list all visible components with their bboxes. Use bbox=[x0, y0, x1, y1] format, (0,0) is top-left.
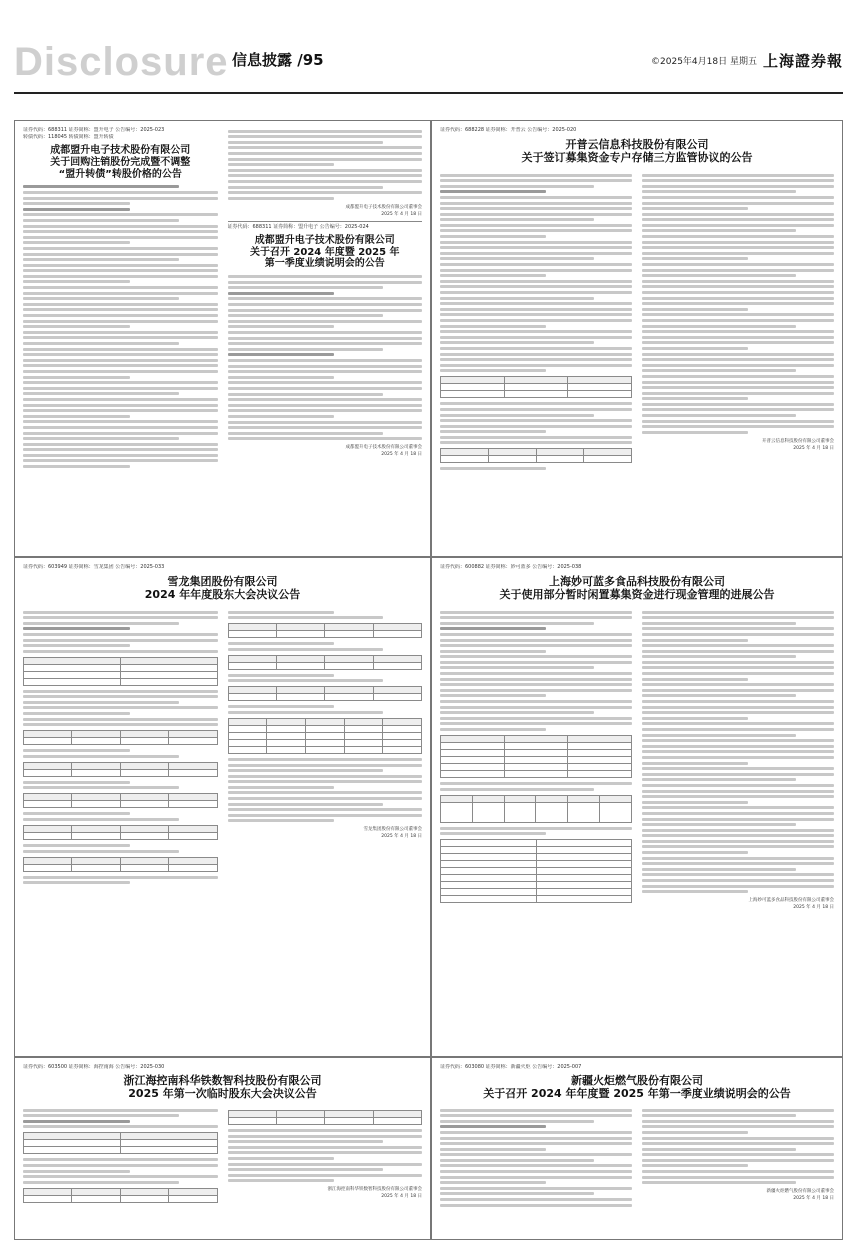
sign-date: 2025 年 4 月 18 日 bbox=[793, 1196, 834, 1202]
announcement-mengfu-rights bbox=[23, 127, 218, 471]
vote-table bbox=[23, 825, 218, 840]
announcement-panel-mengfu bbox=[14, 120, 431, 557]
account-table bbox=[440, 448, 632, 463]
signature-block bbox=[228, 204, 423, 218]
announcement-panel-xuelong bbox=[14, 557, 431, 1057]
product-table bbox=[440, 735, 632, 778]
security-codes: 证券代码：600882 证券简称：妙可蓝多 公告编号：2025-038 bbox=[440, 564, 582, 570]
announcement-title bbox=[228, 235, 423, 270]
title-line: 关于召开 2024 年度暨 2025 年 bbox=[249, 246, 400, 258]
title-line: 2024 年年度股东大会决议公告 bbox=[144, 587, 301, 601]
bond-codes: 转债代码：118045 转债简称：盟升转债 bbox=[23, 134, 114, 140]
signature-block bbox=[228, 1186, 423, 1200]
security-codes: 证券代码：688311 证券简称：盟升电子 公告编号：2025-023 bbox=[23, 127, 165, 133]
security-codes: 证券代码：603949 证券简称：雪龙集团 公告编号：2025-033 bbox=[23, 564, 165, 570]
sign-date: 2025 年 4 月 18 日 bbox=[381, 834, 422, 840]
body-text-block bbox=[440, 1106, 632, 1209]
announcement-panel-kaipu bbox=[431, 120, 843, 557]
security-codes: 证券代码：603500 证券简称：海控南海 公告编号：2025-030 bbox=[23, 1064, 165, 1070]
masthead-rule bbox=[14, 92, 843, 94]
body-text-block bbox=[642, 608, 834, 911]
title-line: 2025 年第一次临时股东大会决议公告 bbox=[128, 1086, 317, 1100]
title-line: 第一季度业绩说明会的公告 bbox=[264, 258, 385, 270]
signature-block bbox=[642, 438, 834, 452]
announcement-title bbox=[440, 576, 834, 602]
sign-date: 2025 年 4 月 18 日 bbox=[381, 211, 422, 217]
signer: 雪龙集团股份有限公司董事会 bbox=[363, 827, 422, 833]
title-line: 开普云信息科技股份有限公司 bbox=[565, 138, 709, 151]
body-text-block bbox=[440, 171, 632, 473]
announcement-panel-huoju bbox=[431, 1057, 843, 1240]
title-line: 关于召开 2024 年年度暨 2025 年第一季度业绩说明会的公告 bbox=[483, 1086, 791, 1100]
announcement-title bbox=[440, 1075, 834, 1101]
title-line: “盟升转债”转股价格的公告 bbox=[58, 168, 182, 180]
signature-block bbox=[642, 897, 834, 911]
security-codes: 证券代码：688228 证券简称：开普云 公告编号：2025-020 bbox=[440, 127, 577, 133]
announcement-title bbox=[440, 139, 834, 165]
announcement-title bbox=[23, 145, 218, 180]
security-codes: 证券代码：603080 证券简称：新疆火炬 公告编号：2025-007 bbox=[440, 1064, 582, 1070]
signature-block bbox=[228, 444, 423, 458]
vote-table bbox=[23, 730, 218, 745]
body-text-block bbox=[23, 608, 218, 887]
title-line: 浙江海控南科华铁数智科技股份有限公司 bbox=[123, 1074, 322, 1087]
title-line: 新疆火炬燃气股份有限公司 bbox=[571, 1074, 703, 1087]
body-text-block bbox=[23, 185, 218, 468]
vote-table bbox=[23, 857, 218, 872]
security-codes: 证券代码：688311 证券简称：盟升电子 公告编号：2025-024 bbox=[228, 221, 423, 231]
vote-table bbox=[228, 655, 423, 670]
title-line: 关于签订募集资金专户存储三方监管协议的公告 bbox=[521, 150, 753, 164]
signer: 新疆火炬燃气股份有限公司董事会 bbox=[766, 1189, 834, 1195]
vote-table bbox=[228, 1110, 423, 1125]
bank-account-table bbox=[440, 376, 632, 398]
vote-table bbox=[228, 686, 423, 701]
continued-text-block bbox=[228, 130, 423, 200]
newspaper-brand: 上海證券報 bbox=[762, 52, 843, 70]
signature-block bbox=[642, 1188, 834, 1202]
section-title: 信息披露 /95 bbox=[232, 51, 324, 69]
announcement-title bbox=[23, 576, 422, 602]
contract-table bbox=[440, 839, 632, 903]
announcement-panel-miaokelando bbox=[431, 557, 843, 1057]
signer: 浙江海控南科华铁数智科技股份有限公司董事会 bbox=[327, 1187, 422, 1193]
title-line: 上海妙可蓝多食品科技股份有限公司 bbox=[549, 575, 725, 588]
vote-table bbox=[228, 623, 423, 638]
minority-vote-table bbox=[228, 718, 423, 754]
sign-date: 2025 年 4 月 18 日 bbox=[381, 452, 422, 458]
body-text-block bbox=[642, 171, 834, 473]
masthead-meta bbox=[651, 50, 843, 71]
section-wordmark: Disclosure bbox=[14, 40, 229, 84]
announcement-panel-haikong bbox=[14, 1057, 431, 1240]
issue-date: ©2025年4月18日 星期五 bbox=[651, 57, 757, 67]
body-text-block bbox=[23, 1106, 218, 1207]
vote-table bbox=[23, 793, 218, 808]
sign-date: 2025 年 4 月 18 日 bbox=[793, 445, 834, 451]
signer: 上海妙可蓝多食品科技股份有限公司董事会 bbox=[748, 898, 834, 904]
vote-table bbox=[23, 1188, 218, 1203]
title-line: 雪龙集团股份有限公司 bbox=[167, 575, 278, 588]
attendance-table bbox=[23, 657, 218, 686]
announcement-title bbox=[23, 1075, 422, 1101]
masthead bbox=[0, 0, 857, 112]
title-line: 关于回购注销股份完成暨不调整 bbox=[50, 156, 191, 168]
title-line: 成都盟升电子技术股份有限公司 bbox=[254, 234, 395, 246]
attendance-table bbox=[23, 1132, 218, 1154]
title-line: 关于使用部分暂时闲置募集资金进行现金管理的进展公告 bbox=[499, 587, 775, 601]
signer: 成都盟升电子技术股份有限公司董事会 bbox=[345, 445, 422, 451]
vote-table bbox=[23, 762, 218, 777]
body-text-block bbox=[228, 1106, 423, 1207]
signer: 开普云信息科技股份有限公司董事会 bbox=[762, 438, 834, 444]
body-text-block bbox=[642, 1106, 834, 1209]
sign-date: 2025 年 4 月 18 日 bbox=[793, 905, 834, 911]
body-text-block bbox=[228, 275, 423, 440]
announcement-mengfu-results bbox=[228, 127, 423, 471]
signature-block bbox=[228, 826, 423, 840]
body-text-block bbox=[440, 608, 632, 911]
body-text-block bbox=[228, 608, 423, 887]
product-detail-table bbox=[440, 795, 632, 823]
title-line: 成都盟升电子技术股份有限公司 bbox=[50, 145, 191, 156]
sign-date: 2025 年 4 月 18 日 bbox=[381, 1194, 422, 1200]
signer: 成都盟升电子技术股份有限公司董事会 bbox=[345, 204, 422, 210]
